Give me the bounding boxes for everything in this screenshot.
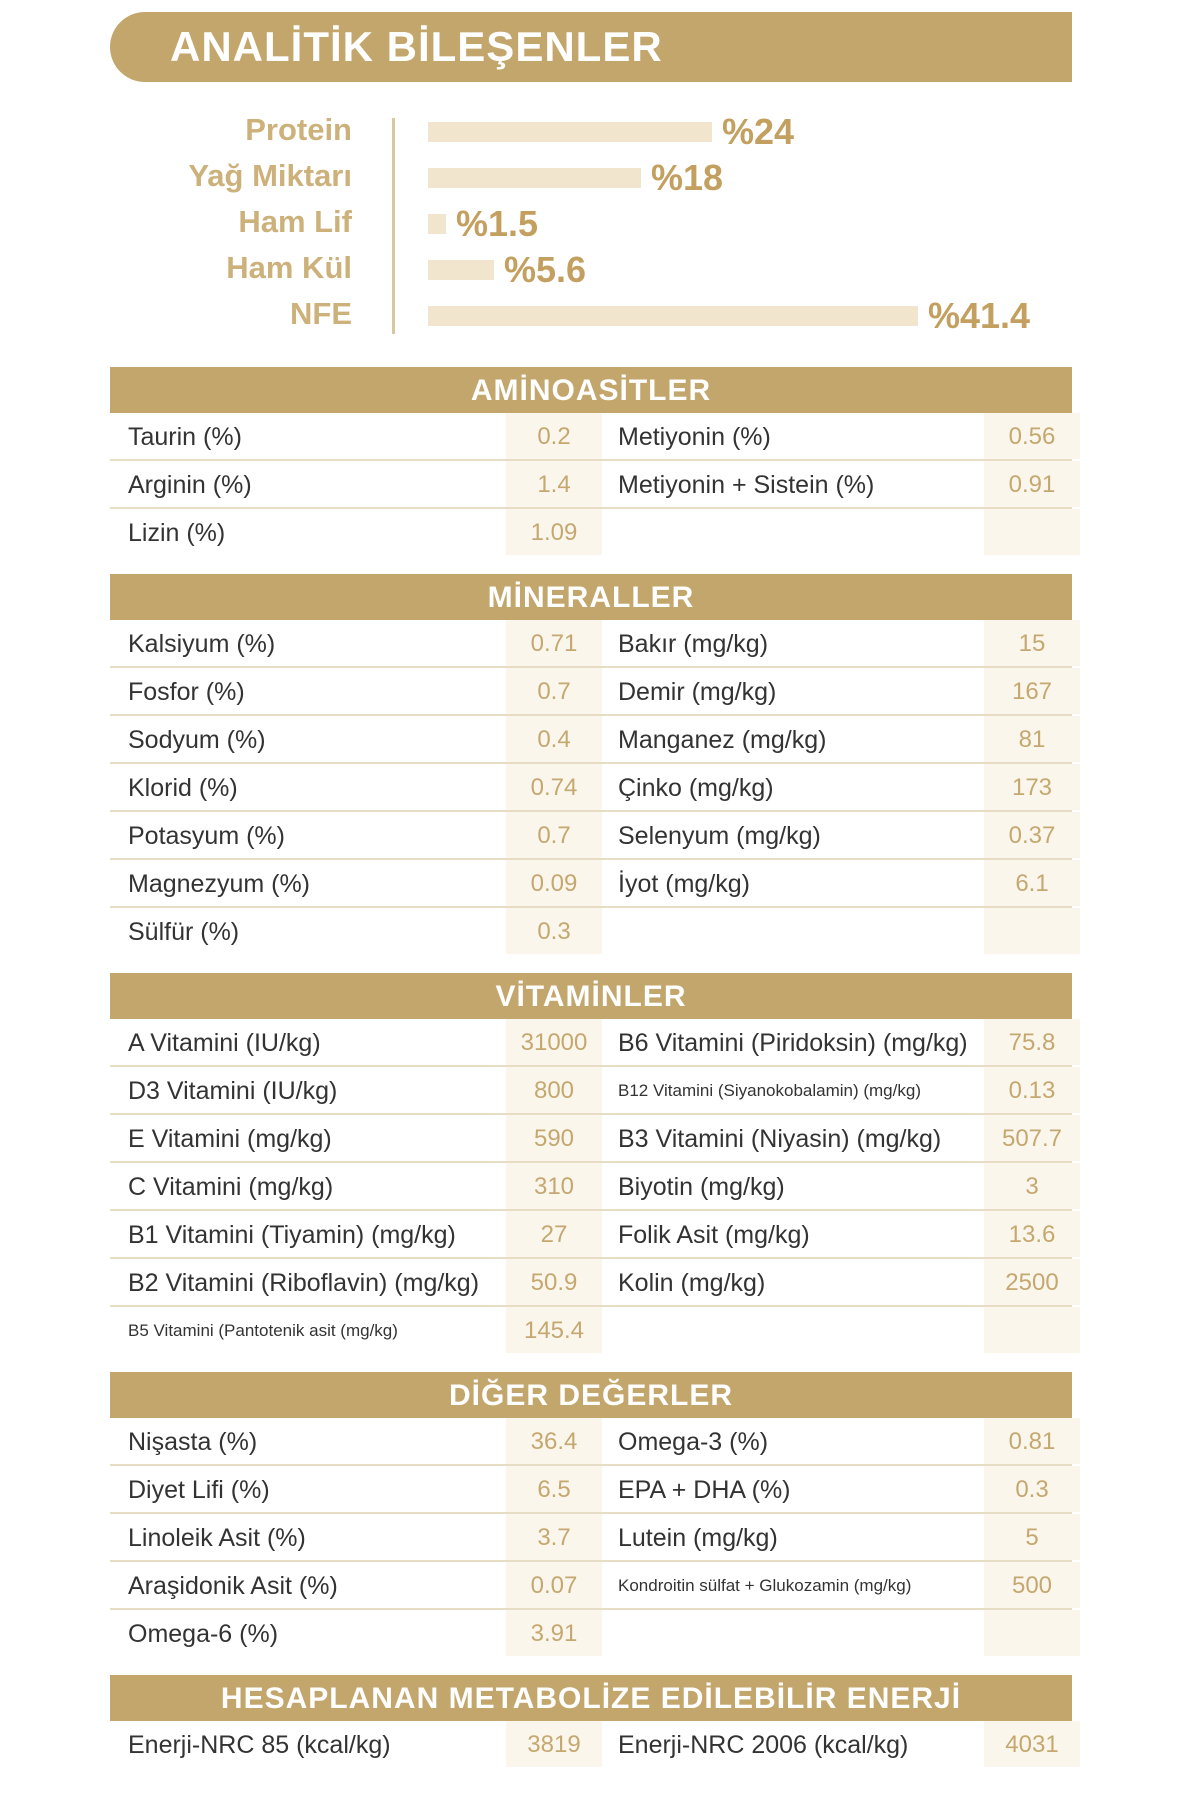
analytic-row (110, 202, 1072, 242)
row-value (984, 509, 1080, 555)
row-value: 0.09 (506, 860, 602, 906)
analytic-row (110, 156, 1072, 196)
row-value: 0.3 (506, 908, 602, 954)
row-value: 36.4 (506, 1418, 602, 1464)
row-label: Omega-3 (%) (618, 1428, 769, 1456)
row-value: 0.13 (984, 1067, 1080, 1113)
analytic-label: Protein (245, 112, 352, 147)
row-value: 0.7 (506, 812, 602, 858)
row-value: 31000 (506, 1019, 602, 1065)
analytic-bar (428, 214, 446, 234)
analytic-bar (428, 306, 918, 326)
row-value: 0.37 (984, 812, 1080, 858)
row-label: Lutein (mg/kg) (618, 1524, 778, 1552)
table-row (110, 1019, 1072, 1067)
section-header: DİĞER DEĞERLER (110, 1372, 1072, 1418)
row-label: C Vitamini (mg/kg) (128, 1173, 334, 1201)
row-value: 50.9 (506, 1259, 602, 1305)
analytic-value: %41.4 (928, 295, 1031, 336)
analytic-bar (428, 260, 494, 280)
row-value: 507.7 (984, 1115, 1080, 1161)
row-value: 0.81 (984, 1418, 1080, 1464)
table-row (110, 1211, 1072, 1259)
row-value: 0.74 (506, 764, 602, 810)
row-label: Arginin (%) (128, 471, 252, 499)
row-value: 3819 (506, 1721, 602, 1767)
row-label: Metiyonin (%) (618, 423, 771, 451)
row-value: 1.4 (506, 461, 602, 507)
analytic-row (110, 110, 1072, 150)
table-row (110, 1259, 1072, 1307)
table-row (110, 1466, 1072, 1514)
section-header: HESAPLANAN METABOLİZE EDİLEBİLİR ENERJİ (110, 1675, 1072, 1721)
row-value: 5 (984, 1514, 1080, 1560)
row-value (984, 1610, 1080, 1656)
analytic-value: %18 (651, 157, 724, 198)
row-label: Kolin (mg/kg) (618, 1269, 766, 1297)
table-row (110, 908, 1072, 956)
row-label: B2 Vitamini (Riboflavin) (mg/kg) (128, 1269, 480, 1297)
row-label: Taurin (%) (128, 423, 242, 451)
table-row (110, 1163, 1072, 1211)
row-label: Potasyum (%) (128, 822, 285, 850)
table-row (110, 812, 1072, 860)
table-row (110, 620, 1072, 668)
row-label: Metiyonin + Sistein (%) (618, 471, 875, 499)
title-banner (110, 12, 1072, 82)
row-label: E Vitamini (mg/kg) (128, 1125, 332, 1153)
row-label: Enerji-NRC 85 (kcal/kg) (128, 1731, 391, 1759)
row-value: 500 (984, 1562, 1080, 1608)
row-value: 3 (984, 1163, 1080, 1209)
row-label: B5 Vitamini (Pantotenik asit (mg/kg) (128, 1321, 398, 1340)
section-header: VİTAMİNLER (110, 973, 1072, 1019)
row-value (984, 908, 1080, 954)
row-label: Diyet Lifi (%) (128, 1476, 270, 1504)
table-row (110, 1514, 1072, 1562)
row-label: Sülfür (%) (128, 918, 240, 946)
row-value: 590 (506, 1115, 602, 1161)
row-label: B1 Vitamini (Tiyamin) (mg/kg) (128, 1221, 456, 1249)
row-label: Kondroitin sülfat + Glukozamin (mg/kg) (618, 1576, 912, 1595)
analytic-bar (428, 168, 641, 188)
row-value: 167 (984, 668, 1080, 714)
row-value: 145.4 (506, 1307, 602, 1353)
section-table (110, 1675, 1072, 1769)
analytic-value: %24 (722, 111, 795, 152)
row-value: 15 (984, 620, 1080, 666)
row-label: A Vitamini (IU/kg) (128, 1029, 321, 1057)
row-label: Demir (mg/kg) (618, 678, 777, 706)
analytic-row (110, 294, 1072, 334)
row-value: 310 (506, 1163, 602, 1209)
row-label: Enerji-NRC 2006 (kcal/kg) (618, 1731, 909, 1759)
row-label: Biyotin (mg/kg) (618, 1173, 785, 1201)
table-row (110, 716, 1072, 764)
analytic-components-chart (110, 110, 1072, 340)
table-row (110, 764, 1072, 812)
analytic-label: Yağ Miktarı (188, 158, 352, 193)
analytic-value: %5.6 (504, 249, 587, 290)
table-row (110, 1721, 1072, 1769)
row-value (984, 1307, 1080, 1353)
row-value: 173 (984, 764, 1080, 810)
table-row (110, 1610, 1072, 1658)
analytic-label: Ham Kül (226, 250, 352, 285)
row-label: B3 Vitamini (Niyasin) (mg/kg) (618, 1125, 942, 1153)
row-label: B12 Vitamini (Siyanokobalamin) (mg/kg) (618, 1081, 921, 1100)
row-label: D3 Vitamini (IU/kg) (128, 1077, 338, 1105)
row-label: Omega-6 (%) (128, 1620, 279, 1648)
row-label: Klorid (%) (128, 774, 238, 802)
section-header: AMİNOASİTLER (110, 367, 1072, 413)
analytic-row (110, 248, 1072, 288)
table-row (110, 1067, 1072, 1115)
table-row (110, 1418, 1072, 1466)
row-value: 3.7 (506, 1514, 602, 1560)
row-value: 81 (984, 716, 1080, 762)
analytic-label: Ham Lif (238, 204, 352, 239)
row-value: 0.2 (506, 413, 602, 459)
row-label: EPA + DHA (%) (618, 1476, 791, 1504)
analytic-bar (428, 122, 712, 142)
section-table (110, 1372, 1072, 1658)
row-label: Fosfor (%) (128, 678, 245, 706)
row-label: Araşidonik Asit (%) (128, 1572, 338, 1600)
row-value: 0.71 (506, 620, 602, 666)
section-header: MİNERALLER (110, 574, 1072, 620)
analytic-label: NFE (290, 296, 352, 331)
row-value: 4031 (984, 1721, 1080, 1767)
row-value: 27 (506, 1211, 602, 1257)
row-label: Sodyum (%) (128, 726, 266, 754)
page-title: ANALİTİK BİLEŞENLER (170, 23, 663, 70)
table-row (110, 668, 1072, 716)
section-table (110, 574, 1072, 956)
row-label: Manganez (mg/kg) (618, 726, 827, 754)
row-label: Linoleik Asit (%) (128, 1524, 306, 1552)
row-label: İyot (mg/kg) (618, 870, 750, 898)
row-value: 0.7 (506, 668, 602, 714)
table-row (110, 860, 1072, 908)
section-table (110, 367, 1072, 557)
table-row (110, 1115, 1072, 1163)
row-label: Çinko (mg/kg) (618, 774, 774, 802)
row-label: Nişasta (%) (128, 1428, 258, 1456)
table-row (110, 1562, 1072, 1610)
row-value: 2500 (984, 1259, 1080, 1305)
row-value: 0.56 (984, 413, 1080, 459)
row-value: 75.8 (984, 1019, 1080, 1065)
row-label: Folik Asit (mg/kg) (618, 1221, 810, 1249)
table-row (110, 413, 1072, 461)
analytic-value: %1.5 (456, 203, 539, 244)
row-value: 1.09 (506, 509, 602, 555)
row-label: Kalsiyum (%) (128, 630, 276, 658)
row-value: 0.3 (984, 1466, 1080, 1512)
table-row (110, 461, 1072, 509)
row-value: 3.91 (506, 1610, 602, 1656)
row-label: Bakır (mg/kg) (618, 630, 769, 658)
section-table (110, 973, 1072, 1355)
row-label: Lizin (%) (128, 519, 226, 547)
row-value: 0.91 (984, 461, 1080, 507)
row-value: 0.4 (506, 716, 602, 762)
row-value: 6.5 (506, 1466, 602, 1512)
table-row (110, 509, 1072, 557)
table-row (110, 1307, 1072, 1355)
row-value: 13.6 (984, 1211, 1080, 1257)
row-value: 800 (506, 1067, 602, 1113)
row-label: B6 Vitamini (Piridoksin) (mg/kg) (618, 1029, 968, 1057)
row-label: Selenyum (mg/kg) (618, 822, 821, 850)
row-label: Magnezyum (%) (128, 870, 310, 898)
row-value: 0.07 (506, 1562, 602, 1608)
row-value: 6.1 (984, 860, 1080, 906)
